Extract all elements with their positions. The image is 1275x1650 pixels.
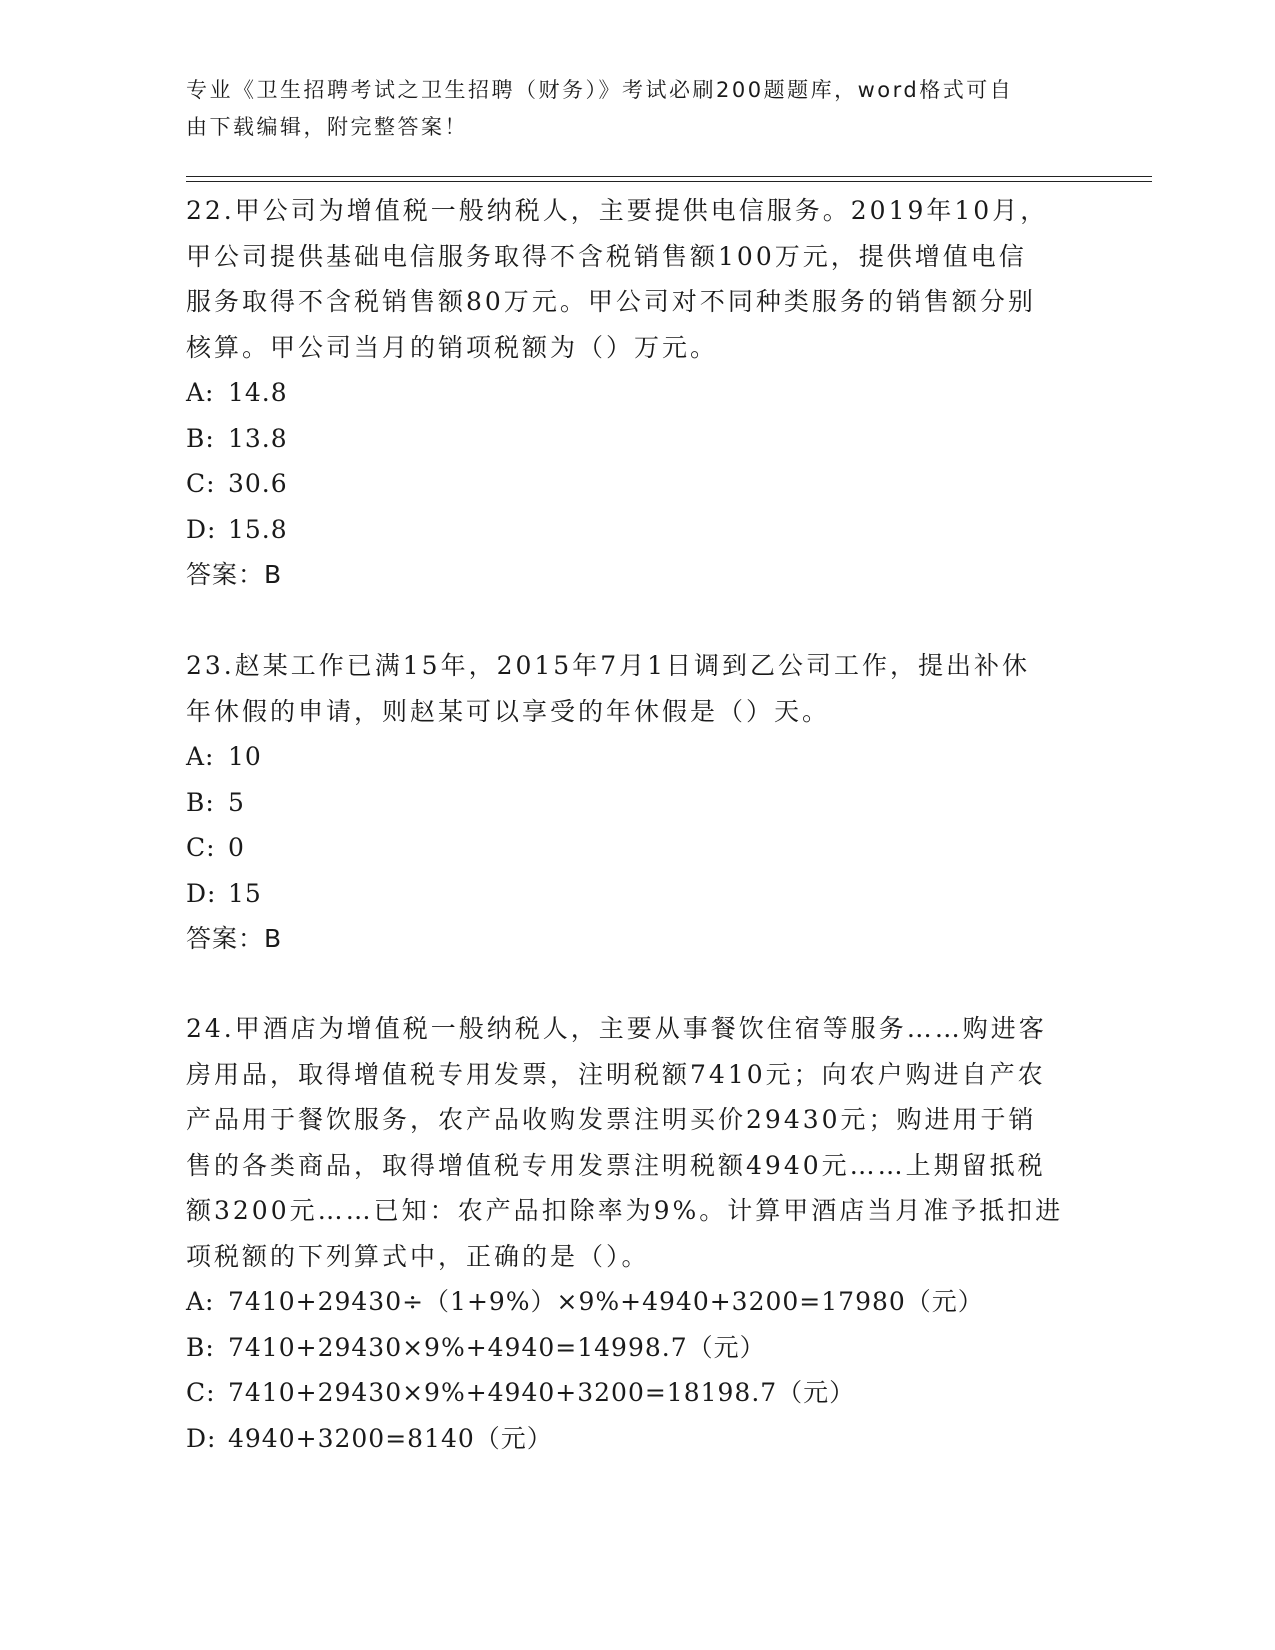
header-divider-bottom [186,181,1152,182]
option-d [186,1416,1086,1462]
option-letter: D: [186,514,217,544]
question-line: 服务取得不含税销售额80万元。甲公司对不同种类服务的销售额分别 [186,287,1036,316]
option-text: 30.6 [228,469,288,498]
option-text: 4940+3200=8140（元） [228,1423,553,1453]
question-line: 额3200元……已知：农产品扣除率为9%。计算甲酒店当月准予抵扣进 [186,1196,1064,1225]
option-c [186,825,1086,871]
question-line: 24.甲酒店为增值税一般纳税人，主要从事餐饮住宿等服务……购进客 [186,1014,1047,1043]
document-header [186,72,1066,146]
option-b [186,416,1086,462]
question-line: 售的各类商品，取得增值税专用发票注明税额4940元……上期留抵税 [186,1150,1046,1180]
option-text: 5 [228,787,245,817]
question-line: 甲公司提供基础电信服务取得不含税销售额100万元，提供增值电信 [186,241,1027,271]
option-d [186,507,1086,553]
question-line: 23.赵某工作已满15年，2015年7月1日调到乙公司工作，提出补休 [186,651,1031,680]
option-c [186,461,1086,507]
option-letter: C: [186,833,216,862]
option-letter: D: [186,878,217,908]
option-letter: A: [186,742,215,771]
option-text: 7410+29430÷（1+9%）×9%+4940+3200=17980（元） [228,1287,984,1316]
option-a [186,1279,1086,1325]
question-23 [186,643,1086,962]
question-line: 项税额的下列算式中，正确的是（）。 [186,1241,650,1271]
option-text: 10 [228,742,262,771]
answer: 答案：B [186,560,283,589]
option-letter: A: [186,1287,215,1316]
question-line: 房用品，取得增值税专用发票，注明税额7410元；向农户购进自产农 [186,1059,1046,1089]
option-letter: A: [186,378,215,407]
option-text: 15.8 [228,514,288,544]
option-text: 15 [228,878,262,908]
question-line: 22.甲公司为增值税一般纳税人，主要提供电信服务。2019年10月， [186,196,1049,225]
question-line: 年休假的申请，则赵某可以享受的年休假是（）天。 [186,696,831,726]
option-letter: B: [186,787,215,817]
option-text: 13.8 [228,423,288,453]
question-24 [186,1006,1086,1461]
question-22 [186,188,1086,598]
option-text: 7410+29430×9%+4940+3200=18198.7（元） [228,1378,856,1407]
option-text: 0 [228,833,245,862]
header-line-2: 由下载编辑，附完整答案！ [186,115,468,139]
option-c [186,1370,1086,1416]
question-line: 核算。甲公司当月的销项税额为（）万元。 [186,332,719,362]
option-d [186,871,1086,917]
question-line: 产品用于餐饮服务，农产品收购发票注明买价29430元；购进用于销 [186,1105,1037,1134]
option-letter: C: [186,1378,216,1407]
option-b [186,1325,1086,1371]
header-line-1: 专业《卫生招聘考试之卫生招聘（财务）》考试必刷200题题库，word格式可自 [186,78,1014,102]
answer: 答案：B [186,924,283,953]
option-letter: D: [186,1423,217,1453]
option-a [186,370,1086,416]
header-divider-top [186,176,1152,177]
option-a [186,734,1086,780]
option-letter: C: [186,469,216,498]
option-letter: B: [186,1332,215,1362]
option-b [186,780,1086,826]
option-text: 14.8 [228,378,288,407]
option-letter: B: [186,423,215,453]
option-text: 7410+29430×9%+4940=14998.7（元） [228,1332,766,1362]
